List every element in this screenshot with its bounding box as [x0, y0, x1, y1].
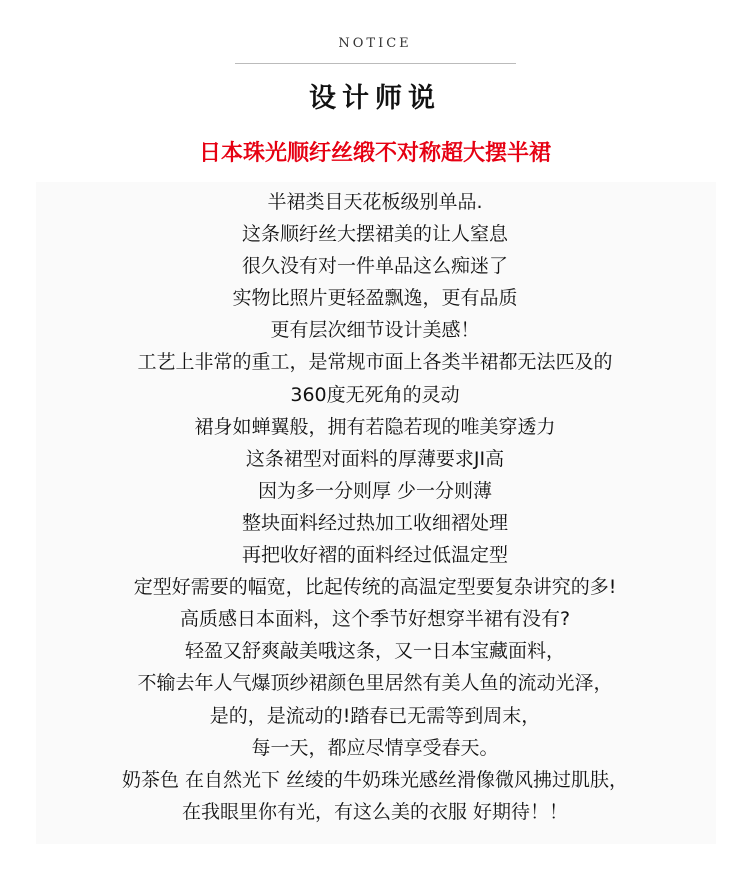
product-title: 日本珠光顺纡丝缎不对称超大摆半裙: [198, 141, 551, 166]
description-line: 轻盈又舒爽敲美哦这条，又一日本宝藏面料，: [184, 640, 565, 663]
description-line: 再把收好褶的面料经过低温定型: [241, 544, 508, 567]
description-line: 是的，是流动的!踏春已无需等到周末，: [209, 704, 541, 727]
description-line: 高质感日本面料，这个季节好想穿半裙有没有?: [179, 608, 571, 631]
description-line: 在我眼里你有光，有这么美的衣服 好期待！！: [181, 800, 569, 823]
description-line: 每一天，都应尽情享受春天。: [251, 736, 499, 759]
description-line: 定型好需要的幅宽，比起传统的高温定型要复杂讲究的多!: [133, 576, 617, 599]
description-line: 实物比照片更轻盈飘逸，更有品质: [232, 287, 518, 310]
description-line: 奶茶色 在自然光下 丝绫的牛奶珠光感丝滑像微风拂过肌肤，: [121, 768, 629, 791]
description-line: 360度无死角的灵动: [290, 383, 460, 406]
description-line: 半裙类目天花板级别单品.: [267, 191, 483, 213]
description-line: 裙身如蝉翼般，拥有若隐若现的唯美穿透力: [194, 415, 556, 438]
description-line: 这条顺纡丝大摆裙美的让人窒息: [241, 223, 508, 246]
description-line: 因为多一分则厚 少一分则薄: [257, 479, 493, 502]
description-line: 工艺上非常的重工，是常规市面上各类半裙都无法匹及的: [137, 351, 613, 374]
designer-says-heading: 设计师说: [309, 83, 441, 114]
description-line: 整块面料经过热加工收细褶处理: [241, 511, 508, 534]
divider: [235, 63, 516, 64]
notice-label: NOTICE: [338, 36, 412, 51]
description-line: 这条裙型对面料的厚薄要求JI高: [245, 447, 505, 470]
description-text: [0, 186, 750, 828]
description-line: 更有层次细节设计美感！: [270, 319, 480, 342]
description-line: 很久没有对一件单品这么痴迷了: [241, 255, 508, 278]
description-line: 不输去年人气爆顶纱裙颜色里居然有美人鱼的流动光泽，: [137, 672, 613, 695]
